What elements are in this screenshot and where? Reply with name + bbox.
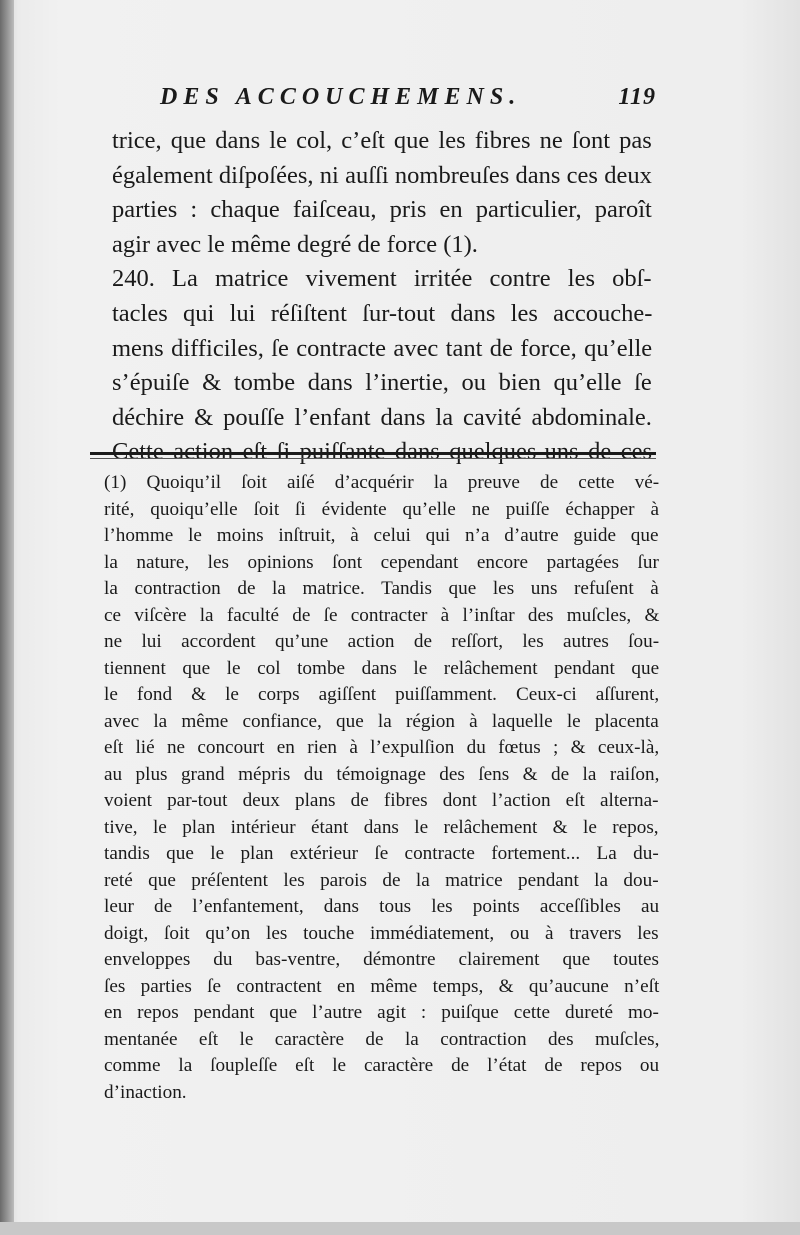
footnote-line: la nature, les opinions ſont cependant encore partagées ſur bbox=[104, 551, 659, 573]
footnote-line: (1) Quoiqu’il ſoit aiſé d’acquérir la preuve de cette vé- bbox=[104, 472, 660, 493]
footnote-line: eſt lié ne concourt en rien à l’expulſion du fœtus ; & ceux-là, bbox=[104, 737, 660, 758]
page-number: 119 bbox=[618, 84, 656, 110]
text-line: parties : chaque faiſceau, pris en particulier, paroît bbox=[112, 196, 652, 224]
footnote-line: au plus grand mépris du témoignage des ſens & de la raiſon, bbox=[104, 763, 660, 785]
text-line: tacles qui lui réſiſtent ſur-tout dans les accouche- bbox=[112, 299, 653, 327]
footnote-line: l’homme le moins inſtruit, à celui qui n’a d’autre guide que bbox=[104, 525, 659, 546]
footnote-separator bbox=[90, 452, 656, 455]
footnote-line: rité, quoiqu’elle ſoit ſi évidente qu’elle ne puiſſe échapper à bbox=[104, 498, 659, 520]
footnote-line: la contraction de la matrice. Tandis que les uns refuſent à bbox=[104, 578, 659, 599]
footnote-line: enveloppes du bas-ventre, démontre clairement que toutes bbox=[104, 949, 659, 970]
footnote-separator-thin bbox=[90, 458, 656, 459]
page-binding-shadow bbox=[0, 0, 14, 1235]
text-line: trice, que dans le col, c’eſt que les fibres ne ſont pas bbox=[112, 127, 652, 154]
footnote-line: d’inaction. bbox=[104, 1081, 187, 1103]
footnote-line: reté que préſentent les parois de la matrice pendant la dou- bbox=[104, 869, 659, 891]
footnote-line: en repos pendant que l’autre agit : puiſque cette dureté mo- bbox=[104, 1002, 659, 1023]
text-line: également diſpoſées, ni auſſi nombreuſes dans ces deux bbox=[112, 161, 652, 189]
text-line: Cette action eſt ſi puiſſante dans quelques-uns de ces bbox=[112, 438, 652, 466]
running-title: DES ACCOUCHEMENS. bbox=[160, 84, 522, 110]
footnote-line: ne lui accordent qu’une action de reſſort, les autres ſou- bbox=[104, 631, 660, 652]
footnote-line: comme la ſoupleſſe eſt le caractère de l’état de repos ou bbox=[104, 1055, 660, 1076]
text-line: mens difficiles, ſe contracte avec tant de force, qu’elle bbox=[112, 334, 653, 362]
main-text bbox=[112, 124, 652, 470]
footnote-line: tandis que le plan extérieur ſe contracte fortement... La du- bbox=[104, 843, 659, 864]
page-bottom-edge bbox=[0, 1222, 800, 1235]
footnote-line: avec la même confiance, que la région à laquelle le placenta bbox=[104, 710, 659, 732]
footnote-line: tive, le plan intérieur étant dans le relâchement & le repos, bbox=[104, 816, 659, 838]
text-line: 240. La matrice vivement irritée contre les obſ- bbox=[112, 265, 652, 293]
footnote-line: leur de l’enfantement, dans tous les points acceſſibles au bbox=[104, 896, 660, 917]
footnote bbox=[104, 470, 659, 1106]
footnote-line: ſes parties ſe contractent en même temps, & qu’aucune n’eſt bbox=[104, 975, 660, 997]
text-line: agir avec le même degré de force (1). bbox=[112, 230, 478, 258]
text-line: s’épuiſe & tombe dans l’inertie, ou bien qu’elle ſe bbox=[112, 369, 652, 397]
footnote-line: voient par-tout deux plans de fibres dont l’action eſt alterna- bbox=[104, 790, 659, 811]
running-header bbox=[160, 84, 656, 111]
footnote-line: le fond & le corps agiſſent puiſſamment. Ceux-ci aſſurent, bbox=[104, 684, 660, 705]
text-line: déchire & pouſſe l’enfant dans la cavité abdominale. bbox=[112, 403, 652, 431]
footnote-line: ce viſcère la faculté de ſe contracter à l’inſtar des muſcles, & bbox=[104, 604, 660, 626]
footnote-line: doigt, ſoit qu’on les touche immédiatement, ou à travers les bbox=[104, 922, 659, 944]
footnote-line: tiennent que le col tombe dans le relâchement pendant que bbox=[104, 657, 660, 679]
footnote-line: mentanée eſt le caractère de la contraction des muſcles, bbox=[104, 1028, 660, 1050]
